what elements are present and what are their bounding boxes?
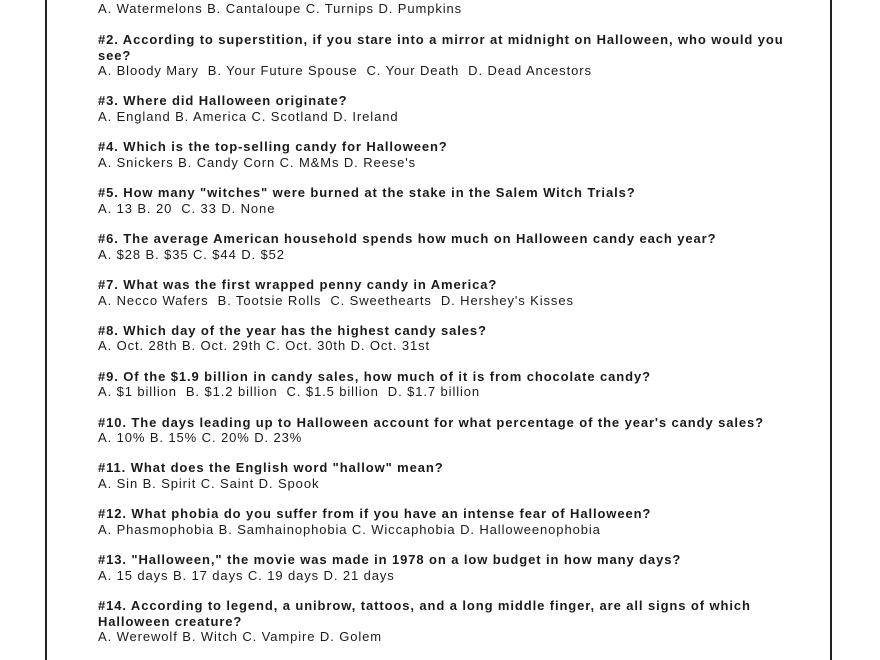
question-text: #5. How many "witches" were burned at the stake in the Salem Witch Trials? [98, 185, 636, 201]
answer-options: A. $1 billion B. $1.2 billion C. $1.5 billion D. $1.7 billion [98, 384, 481, 400]
question-text: #3. Where did Halloween originate? [98, 93, 348, 109]
answer-options: A. England B. America C. Scotland D. Ireland [98, 109, 399, 125]
answer-options: A. Watermelons B. Cantaloupe C. Turnips D. Pumpkins [98, 1, 463, 16]
answer-options: A. Phasmophobia B. Samhainophobia C. Wiccaphobia D. Halloweenophobia [98, 521, 601, 537]
question-item [98, 231, 798, 262]
answer-options: A. Werewolf B. Witch C. Vampire D. Golem [98, 629, 383, 645]
question-item [98, 323, 798, 354]
question-text: #8. Which day of the year has the highest candy sales? [98, 322, 487, 338]
question-item [98, 93, 798, 124]
question-text: #11. What does the English word "hallow" mean? [98, 460, 444, 476]
question-text: #12. What phobia do you suffer from if you have an intense fear of Halloween? [98, 506, 652, 522]
question-item [98, 415, 798, 446]
question-item [98, 460, 798, 491]
answer-options: A. 13 B. 20 C. 33 D. None [98, 200, 276, 216]
question-text: #7. What was the first wrapped penny candy in America? [98, 276, 498, 292]
answer-options: A. Oct. 28th B. Oct. 29th C. Oct. 30th D. Oct. 31st [98, 338, 431, 354]
answer-options: A. Necco Wafers B. Tootsie Rolls C. Sweethearts D. Hershey's Kisses [98, 292, 574, 308]
answer-options: A. Bloody Mary B. Your Future Spouse C. Your Death D. Dead Ancestors [98, 63, 592, 79]
question-text: #14. According to legend, a unibrow, tattoos, and a long middle finger, are all signs of which Halloween creature? [98, 598, 751, 629]
answer-options: A. $28 B. $35 C. $44 D. $52 [98, 246, 285, 262]
answer-options: A. Snickers B. Candy Corn C. M&Ms D. Reese's [98, 154, 417, 170]
question-text: #10. The days leading up to Halloween account for what percentage of the year's candy sales? [98, 414, 765, 430]
question-text: #13. "Halloween," the movie was made in 1978 on a low budget in how many days? [98, 552, 682, 568]
question-text: #9. Of the $1.9 billion in candy sales, how much of it is from chocolate candy? [98, 368, 651, 384]
question-text: #4. Which is the top-selling candy for Halloween? [98, 139, 448, 155]
question-item [98, 598, 798, 645]
answer-options: A. 10% B. 15% C. 20% D. 23% [98, 430, 303, 446]
question-item [98, 139, 798, 170]
question-item [98, 506, 798, 537]
answer-options: A. 15 days B. 17 days C. 19 days D. 21 days [98, 567, 395, 583]
question-text: #6. The average American household spends how much on Halloween candy each year? [98, 231, 717, 247]
question-item [98, 552, 798, 583]
question-item [98, 185, 798, 216]
question-item [98, 369, 798, 400]
question-list [98, 32, 798, 645]
answer-options: A. Sin B. Spirit C. Saint D. Spook [98, 476, 320, 492]
question-item [98, 32, 798, 79]
question-text: #2. According to superstition, if you stare into a mirror at midnight on Halloween, who would you see? [98, 32, 784, 63]
question-item [98, 277, 798, 308]
